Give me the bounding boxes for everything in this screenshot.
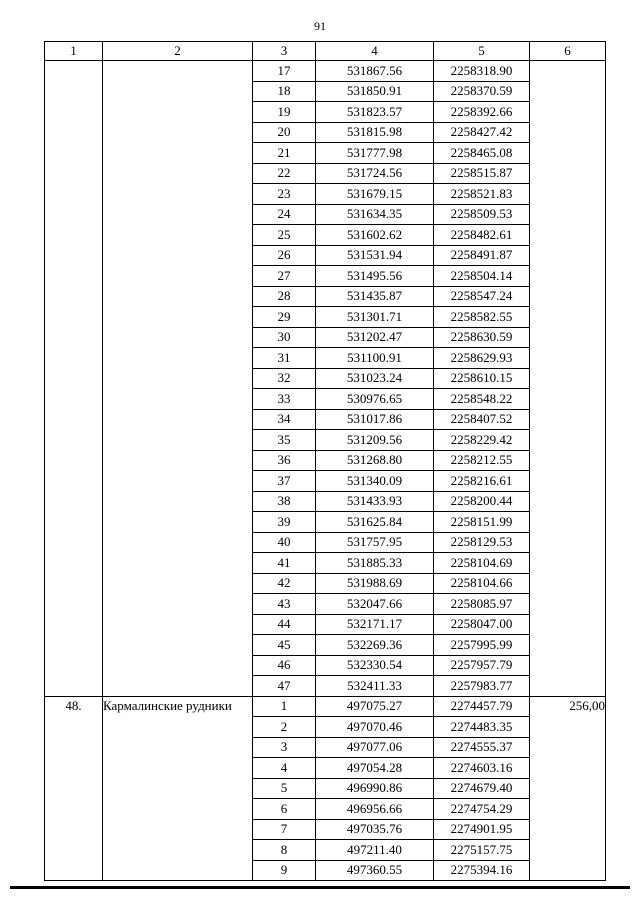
point-number: 23 bbox=[253, 184, 316, 205]
point-number: 37 bbox=[253, 471, 316, 492]
coordinate-y: 2258482.61 bbox=[434, 225, 530, 246]
point-number: 38 bbox=[253, 491, 316, 512]
point-number: 4 bbox=[253, 758, 316, 779]
coordinate-x: 531100.91 bbox=[316, 348, 434, 369]
coordinate-x: 531988.69 bbox=[316, 573, 434, 594]
point-number: 8 bbox=[253, 840, 316, 861]
coordinate-x: 532171.17 bbox=[316, 614, 434, 635]
coordinate-y: 2258212.55 bbox=[434, 450, 530, 471]
point-number: 34 bbox=[253, 409, 316, 430]
coordinate-y: 2274754.29 bbox=[434, 799, 530, 820]
entry-name: Кармалинские рудники bbox=[103, 696, 253, 881]
point-number: 28 bbox=[253, 286, 316, 307]
coordinate-x: 531815.98 bbox=[316, 122, 434, 143]
header-row bbox=[45, 42, 606, 61]
coordinate-y: 2258491.87 bbox=[434, 245, 530, 266]
coordinate-x: 531017.86 bbox=[316, 409, 434, 430]
coordinate-y: 2258047.00 bbox=[434, 614, 530, 635]
entry-area: 256,00 bbox=[530, 696, 606, 881]
point-number: 27 bbox=[253, 266, 316, 287]
coordinate-y: 2257957.79 bbox=[434, 655, 530, 676]
coordinate-y: 2258392.66 bbox=[434, 102, 530, 123]
point-number: 26 bbox=[253, 245, 316, 266]
coordinate-x: 531679.15 bbox=[316, 184, 434, 205]
coordinate-x: 532047.66 bbox=[316, 594, 434, 615]
coordinate-x: 531340.09 bbox=[316, 471, 434, 492]
point-number: 36 bbox=[253, 450, 316, 471]
entry-name-cell bbox=[103, 61, 253, 697]
coordinate-y: 2258318.90 bbox=[434, 61, 530, 82]
coordinate-y: 2274901.95 bbox=[434, 819, 530, 840]
coordinate-y: 2258548.22 bbox=[434, 389, 530, 410]
coordinate-x: 531602.62 bbox=[316, 225, 434, 246]
coordinate-y: 2258630.59 bbox=[434, 327, 530, 348]
coordinate-x: 531531.94 bbox=[316, 245, 434, 266]
coordinate-x: 532411.33 bbox=[316, 676, 434, 697]
table-body bbox=[45, 61, 606, 881]
point-number: 24 bbox=[253, 204, 316, 225]
coordinate-x: 530976.65 bbox=[316, 389, 434, 410]
coordinate-x: 497077.06 bbox=[316, 737, 434, 758]
column-header-1: 1 bbox=[45, 42, 103, 61]
coordinate-y: 2258582.55 bbox=[434, 307, 530, 328]
coordinate-x: 531625.84 bbox=[316, 512, 434, 533]
coordinate-y: 2257983.77 bbox=[434, 676, 530, 697]
point-number: 22 bbox=[253, 163, 316, 184]
coordinate-y: 2275394.16 bbox=[434, 860, 530, 881]
coordinate-y: 2258515.87 bbox=[434, 163, 530, 184]
point-number: 44 bbox=[253, 614, 316, 635]
column-header-3: 3 bbox=[253, 42, 316, 61]
coordinate-x: 497360.55 bbox=[316, 860, 434, 881]
point-number: 20 bbox=[253, 122, 316, 143]
coordinate-y: 2258370.59 bbox=[434, 81, 530, 102]
entry-number-cell bbox=[45, 61, 103, 697]
point-number: 46 bbox=[253, 655, 316, 676]
point-number: 45 bbox=[253, 635, 316, 656]
coordinate-y: 2258104.69 bbox=[434, 553, 530, 574]
coordinate-x: 532269.36 bbox=[316, 635, 434, 656]
column-header-5: 5 bbox=[434, 42, 530, 61]
coordinate-x: 531435.87 bbox=[316, 286, 434, 307]
coordinate-y: 2258129.53 bbox=[434, 532, 530, 553]
coordinate-x: 531495.56 bbox=[316, 266, 434, 287]
coordinate-y: 2258504.14 bbox=[434, 266, 530, 287]
bottom-rule bbox=[10, 886, 630, 889]
point-number: 3 bbox=[253, 737, 316, 758]
coordinate-y: 2258085.97 bbox=[434, 594, 530, 615]
coordinate-y: 2258407.52 bbox=[434, 409, 530, 430]
point-number: 7 bbox=[253, 819, 316, 840]
coordinate-x: 531202.47 bbox=[316, 327, 434, 348]
point-number: 2 bbox=[253, 717, 316, 738]
coordinate-x: 531823.57 bbox=[316, 102, 434, 123]
coordinate-x: 497035.76 bbox=[316, 819, 434, 840]
entry-number: 48. bbox=[45, 696, 103, 881]
coordinate-y: 2257995.99 bbox=[434, 635, 530, 656]
coordinate-y: 2274457.79 bbox=[434, 696, 530, 717]
coordinate-x: 532330.54 bbox=[316, 655, 434, 676]
coordinate-y: 2258427.42 bbox=[434, 122, 530, 143]
point-number: 35 bbox=[253, 430, 316, 451]
coordinate-y: 2258104.66 bbox=[434, 573, 530, 594]
coordinate-y: 2258547.24 bbox=[434, 286, 530, 307]
point-number: 39 bbox=[253, 512, 316, 533]
coordinate-x: 497075.27 bbox=[316, 696, 434, 717]
coordinate-y: 2274603.16 bbox=[434, 758, 530, 779]
point-number: 19 bbox=[253, 102, 316, 123]
coordinate-y: 2258629.93 bbox=[434, 348, 530, 369]
point-number: 47 bbox=[253, 676, 316, 697]
point-number: 33 bbox=[253, 389, 316, 410]
column-header-6: 6 bbox=[530, 42, 606, 61]
coordinate-x: 496990.86 bbox=[316, 778, 434, 799]
point-number: 29 bbox=[253, 307, 316, 328]
coordinate-x: 531867.56 bbox=[316, 61, 434, 82]
point-number: 6 bbox=[253, 799, 316, 820]
coordinate-y: 2258509.53 bbox=[434, 204, 530, 225]
point-number: 9 bbox=[253, 860, 316, 881]
coordinate-x: 497211.40 bbox=[316, 840, 434, 861]
point-number: 42 bbox=[253, 573, 316, 594]
coordinate-y: 2274679.40 bbox=[434, 778, 530, 799]
point-number: 31 bbox=[253, 348, 316, 369]
coordinate-x: 531209.56 bbox=[316, 430, 434, 451]
coordinate-y: 2258521.83 bbox=[434, 184, 530, 205]
point-number: 18 bbox=[253, 81, 316, 102]
table-row bbox=[45, 696, 606, 717]
coordinate-x: 531301.71 bbox=[316, 307, 434, 328]
coordinate-x: 497070.46 bbox=[316, 717, 434, 738]
point-number: 21 bbox=[253, 143, 316, 164]
coordinate-y: 2258200.44 bbox=[434, 491, 530, 512]
coordinate-y: 2258465.08 bbox=[434, 143, 530, 164]
coordinates-table bbox=[44, 41, 606, 881]
coordinate-x: 531724.56 bbox=[316, 163, 434, 184]
point-number: 1 bbox=[253, 696, 316, 717]
point-number: 41 bbox=[253, 553, 316, 574]
point-number: 17 bbox=[253, 61, 316, 82]
column-header-4: 4 bbox=[316, 42, 434, 61]
coordinate-x: 531757.95 bbox=[316, 532, 434, 553]
coordinate-x: 531634.35 bbox=[316, 204, 434, 225]
coordinate-x: 531850.91 bbox=[316, 81, 434, 102]
entry-area-cell bbox=[530, 61, 606, 697]
point-number: 43 bbox=[253, 594, 316, 615]
coordinate-y: 2258216.61 bbox=[434, 471, 530, 492]
coordinate-y: 2274483.35 bbox=[434, 717, 530, 738]
coordinate-x: 496956.66 bbox=[316, 799, 434, 820]
coordinate-x: 531885.33 bbox=[316, 553, 434, 574]
point-number: 30 bbox=[253, 327, 316, 348]
coordinate-x: 531433.93 bbox=[316, 491, 434, 512]
coordinate-x: 531023.24 bbox=[316, 368, 434, 389]
coordinate-x: 531777.98 bbox=[316, 143, 434, 164]
table-row bbox=[45, 61, 606, 82]
coordinate-y: 2275157.75 bbox=[434, 840, 530, 861]
coordinate-y: 2258229.42 bbox=[434, 430, 530, 451]
point-number: 5 bbox=[253, 778, 316, 799]
coordinate-x: 531268.80 bbox=[316, 450, 434, 471]
coordinate-y: 2258610.15 bbox=[434, 368, 530, 389]
point-number: 32 bbox=[253, 368, 316, 389]
point-number: 25 bbox=[253, 225, 316, 246]
coordinate-y: 2258151.99 bbox=[434, 512, 530, 533]
point-number: 40 bbox=[253, 532, 316, 553]
coordinate-x: 497054.28 bbox=[316, 758, 434, 779]
coordinate-y: 2274555.37 bbox=[434, 737, 530, 758]
column-header-2: 2 bbox=[103, 42, 253, 61]
page-number: 91 bbox=[314, 19, 326, 33]
